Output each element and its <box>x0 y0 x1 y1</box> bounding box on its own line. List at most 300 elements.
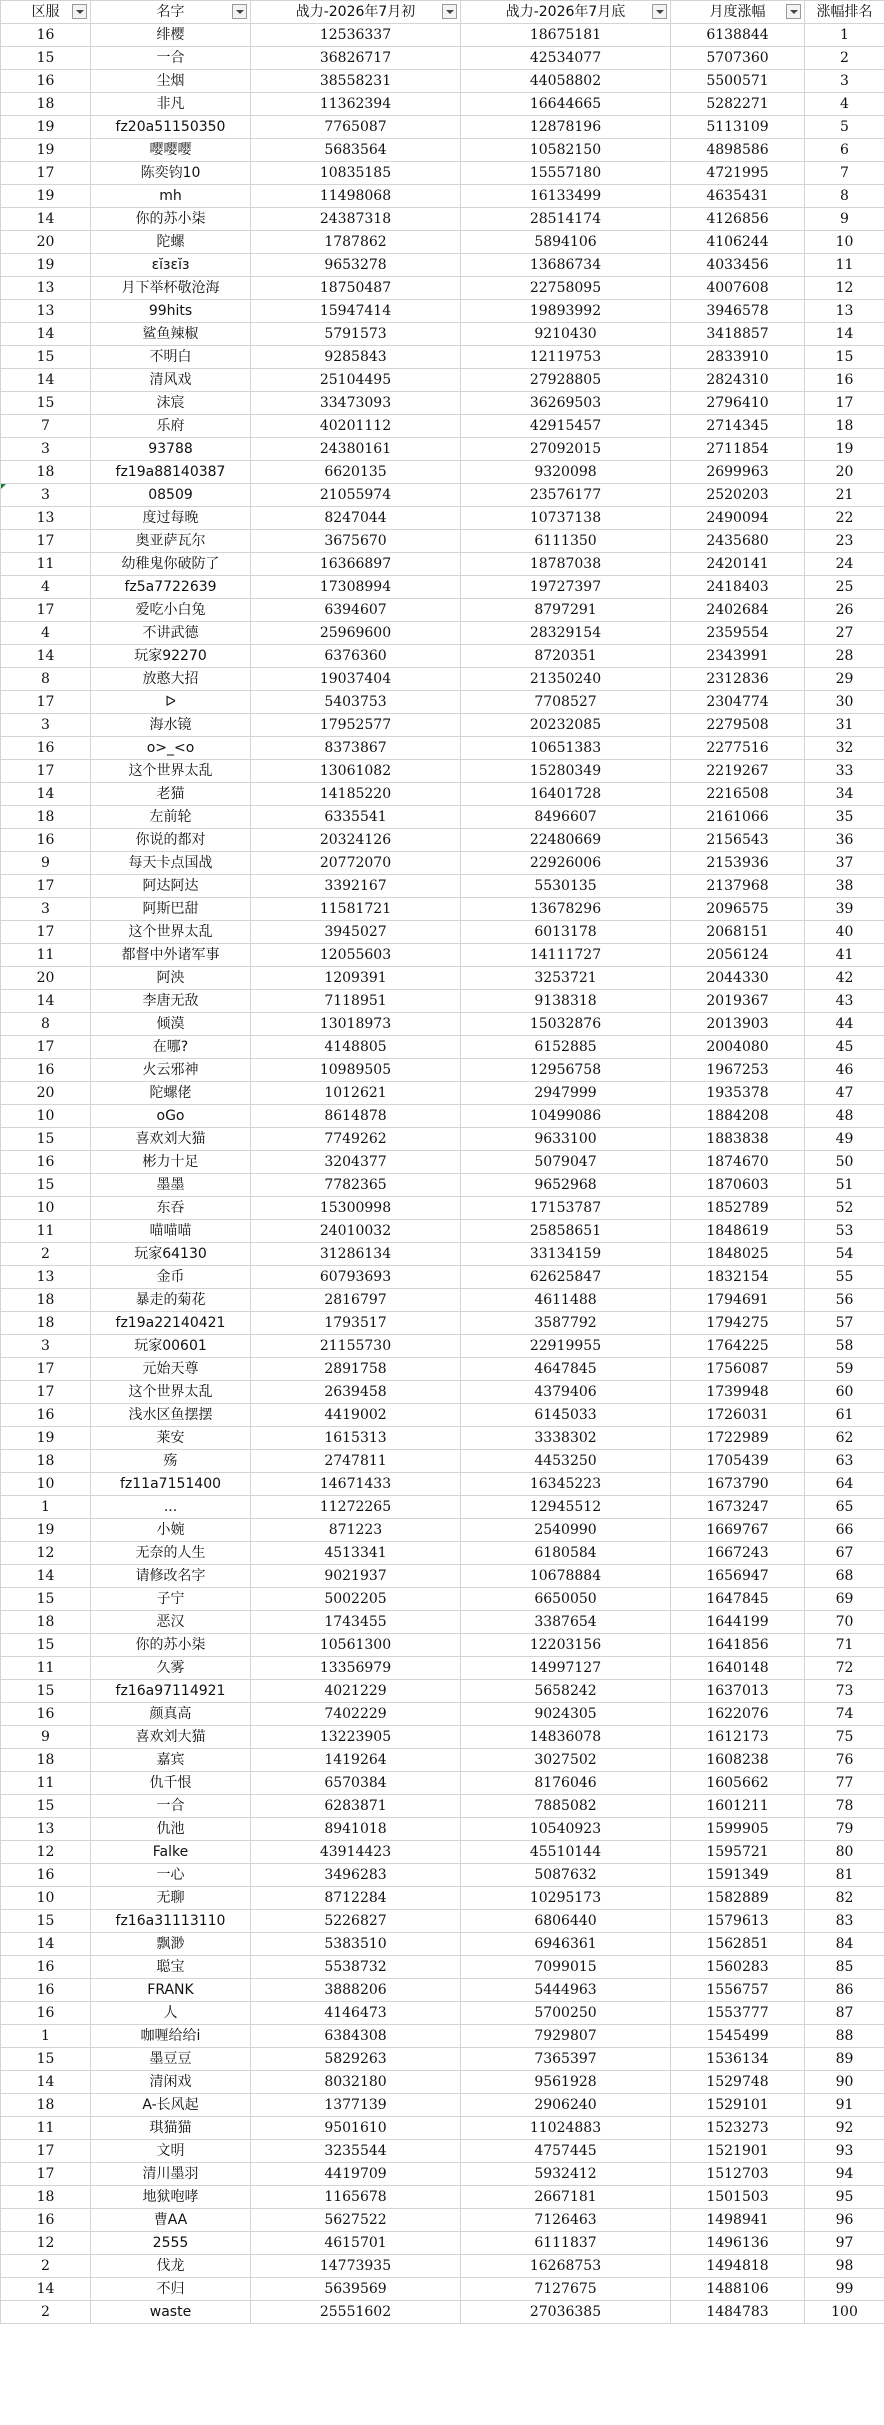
monthly-gain-cell[interactable]: 1484783 <box>671 2301 805 2324</box>
power-start-cell[interactable]: 10989505 <box>251 1059 461 1082</box>
name-cell[interactable]: 阿泱 <box>91 967 251 990</box>
power-end-cell[interactable]: 36269503 <box>461 392 671 415</box>
power-end-cell[interactable]: 19893992 <box>461 300 671 323</box>
power-start-cell[interactable]: 6620135 <box>251 461 461 484</box>
gain-rank-cell[interactable]: 13 <box>805 300 884 323</box>
gain-rank-cell[interactable]: 41 <box>805 944 884 967</box>
server-cell[interactable]: 14 <box>1 2071 91 2094</box>
name-cell[interactable]: 尘烟 <box>91 70 251 93</box>
monthly-gain-cell[interactable]: 2219267 <box>671 760 805 783</box>
monthly-gain-cell[interactable]: 2711854 <box>671 438 805 461</box>
name-cell[interactable]: ... <box>91 1496 251 1519</box>
server-cell[interactable]: 17 <box>1 2140 91 2163</box>
monthly-gain-cell[interactable]: 1870603 <box>671 1174 805 1197</box>
server-cell[interactable]: 14 <box>1 1565 91 1588</box>
gain-rank-cell[interactable]: 18 <box>805 415 884 438</box>
power-end-cell[interactable]: 11024883 <box>461 2117 671 2140</box>
power-end-cell[interactable]: 42915457 <box>461 415 671 438</box>
power-start-cell[interactable]: 2639458 <box>251 1381 461 1404</box>
monthly-gain-cell[interactable]: 1794691 <box>671 1289 805 1312</box>
name-cell[interactable]: 清风戏 <box>91 369 251 392</box>
name-cell[interactable]: 这个世界太乱 <box>91 1381 251 1404</box>
monthly-gain-cell[interactable]: 1579613 <box>671 1910 805 1933</box>
server-cell[interactable]: 17 <box>1 760 91 783</box>
server-cell[interactable]: 3 <box>1 898 91 921</box>
power-start-cell[interactable]: 13061082 <box>251 760 461 783</box>
gain-rank-cell[interactable]: 1 <box>805 24 884 47</box>
power-end-cell[interactable]: 2667181 <box>461 2186 671 2209</box>
server-cell[interactable]: 12 <box>1 1841 91 1864</box>
gain-rank-cell[interactable]: 51 <box>805 1174 884 1197</box>
name-cell[interactable]: 无奈的人生 <box>91 1542 251 1565</box>
monthly-gain-cell[interactable]: 1494818 <box>671 2255 805 2278</box>
power-start-cell[interactable]: 5627522 <box>251 2209 461 2232</box>
name-cell[interactable]: waste <box>91 2301 251 2324</box>
monthly-gain-cell[interactable]: 1512703 <box>671 2163 805 2186</box>
monthly-gain-cell[interactable]: 2277516 <box>671 737 805 760</box>
power-start-cell[interactable]: 24010032 <box>251 1220 461 1243</box>
power-start-cell[interactable]: 25551602 <box>251 2301 461 2324</box>
power-end-cell[interactable]: 7708527 <box>461 691 671 714</box>
gain-rank-cell[interactable]: 66 <box>805 1519 884 1542</box>
server-cell[interactable]: 11 <box>1 944 91 967</box>
gain-rank-cell[interactable]: 45 <box>805 1036 884 1059</box>
power-end-cell[interactable]: 27036385 <box>461 2301 671 2324</box>
name-cell[interactable]: 殇 <box>91 1450 251 1473</box>
gain-rank-cell[interactable]: 24 <box>805 553 884 576</box>
gain-rank-cell[interactable]: 19 <box>805 438 884 461</box>
name-cell[interactable]: 嘉宾 <box>91 1749 251 1772</box>
filter-dropdown-icon[interactable] <box>232 4 247 19</box>
name-cell[interactable]: 火云邪神 <box>91 1059 251 1082</box>
name-cell[interactable]: 恶汉 <box>91 1611 251 1634</box>
monthly-gain-cell[interactable]: 1739948 <box>671 1381 805 1404</box>
name-cell[interactable]: Falke <box>91 1841 251 1864</box>
gain-rank-cell[interactable]: 12 <box>805 277 884 300</box>
gain-rank-cell[interactable]: 65 <box>805 1496 884 1519</box>
gain-rank-cell[interactable]: 80 <box>805 1841 884 1864</box>
name-cell[interactable]: 玩家00601 <box>91 1335 251 1358</box>
name-cell[interactable]: 嘤嘤嘤 <box>91 139 251 162</box>
power-start-cell[interactable]: 5538732 <box>251 1956 461 1979</box>
server-cell[interactable]: 10 <box>1 1473 91 1496</box>
name-cell[interactable]: 仇池 <box>91 1818 251 1841</box>
gain-rank-cell[interactable]: 50 <box>805 1151 884 1174</box>
power-start-cell[interactable]: 1209391 <box>251 967 461 990</box>
power-end-cell[interactable]: 22926006 <box>461 852 671 875</box>
gain-rank-cell[interactable]: 31 <box>805 714 884 737</box>
monthly-gain-cell[interactable]: 1521901 <box>671 2140 805 2163</box>
power-start-cell[interactable]: 4513341 <box>251 1542 461 1565</box>
monthly-gain-cell[interactable]: 2304774 <box>671 691 805 714</box>
server-cell[interactable]: 17 <box>1 2163 91 2186</box>
monthly-gain-cell[interactable]: 1874670 <box>671 1151 805 1174</box>
gain-rank-cell[interactable]: 79 <box>805 1818 884 1841</box>
gain-rank-cell[interactable]: 2 <box>805 47 884 70</box>
server-cell[interactable]: 9 <box>1 1726 91 1749</box>
monthly-gain-cell[interactable]: 1595721 <box>671 1841 805 1864</box>
gain-rank-cell[interactable]: 72 <box>805 1657 884 1680</box>
gain-rank-cell[interactable]: 98 <box>805 2255 884 2278</box>
gain-rank-cell[interactable]: 75 <box>805 1726 884 1749</box>
gain-rank-cell[interactable]: 27 <box>805 622 884 645</box>
server-cell[interactable]: 13 <box>1 300 91 323</box>
gain-rank-cell[interactable]: 89 <box>805 2048 884 2071</box>
gain-rank-cell[interactable]: 23 <box>805 530 884 553</box>
power-end-cell[interactable]: 6180584 <box>461 1542 671 1565</box>
monthly-gain-cell[interactable]: 1764225 <box>671 1335 805 1358</box>
power-end-cell[interactable]: 33134159 <box>461 1243 671 1266</box>
gain-rank-cell[interactable]: 96 <box>805 2209 884 2232</box>
server-cell[interactable]: 18 <box>1 806 91 829</box>
server-cell[interactable]: 3 <box>1 1335 91 1358</box>
power-end-cell[interactable]: 4647845 <box>461 1358 671 1381</box>
name-cell[interactable]: fz19a88140387 <box>91 461 251 484</box>
monthly-gain-cell[interactable]: 1673247 <box>671 1496 805 1519</box>
power-end-cell[interactable]: 5079047 <box>461 1151 671 1174</box>
gain-rank-cell[interactable]: 90 <box>805 2071 884 2094</box>
name-cell[interactable]: 仇千恨 <box>91 1772 251 1795</box>
power-end-cell[interactable]: 12956758 <box>461 1059 671 1082</box>
power-end-cell[interactable]: 5894106 <box>461 231 671 254</box>
power-start-cell[interactable]: 12536337 <box>251 24 461 47</box>
power-start-cell[interactable]: 20324126 <box>251 829 461 852</box>
power-end-cell[interactable]: 6946361 <box>461 1933 671 1956</box>
name-cell[interactable]: 鲨鱼辣椒 <box>91 323 251 346</box>
monthly-gain-cell[interactable]: 6138844 <box>671 24 805 47</box>
name-cell[interactable]: 这个世界太乱 <box>91 760 251 783</box>
name-cell[interactable]: 放憨大招 <box>91 668 251 691</box>
gain-rank-cell[interactable]: 85 <box>805 1956 884 1979</box>
server-cell[interactable]: 2 <box>1 2301 91 2324</box>
name-cell[interactable]: 你的苏小柒 <box>91 208 251 231</box>
server-cell[interactable]: 16 <box>1 737 91 760</box>
gain-rank-cell[interactable]: 37 <box>805 852 884 875</box>
server-cell[interactable]: 10 <box>1 1197 91 1220</box>
power-end-cell[interactable]: 5530135 <box>461 875 671 898</box>
monthly-gain-cell[interactable]: 4635431 <box>671 185 805 208</box>
monthly-gain-cell[interactable]: 4126856 <box>671 208 805 231</box>
name-cell[interactable]: 飘渺 <box>91 1933 251 1956</box>
monthly-gain-cell[interactable]: 1553777 <box>671 2002 805 2025</box>
power-start-cell[interactable]: 18750487 <box>251 277 461 300</box>
power-start-cell[interactable]: 15947414 <box>251 300 461 323</box>
monthly-gain-cell[interactable]: 1529101 <box>671 2094 805 2117</box>
name-cell[interactable]: 喜欢刘大猫 <box>91 1128 251 1151</box>
gain-rank-cell[interactable]: 58 <box>805 1335 884 1358</box>
server-cell[interactable]: 1 <box>1 1496 91 1519</box>
power-end-cell[interactable]: 2540990 <box>461 1519 671 1542</box>
name-cell[interactable]: 你的苏小柒 <box>91 1634 251 1657</box>
power-start-cell[interactable]: 9501610 <box>251 2117 461 2140</box>
power-end-cell[interactable]: 17153787 <box>461 1197 671 1220</box>
name-cell[interactable]: 暴走的菊花 <box>91 1289 251 1312</box>
gain-rank-cell[interactable]: 91 <box>805 2094 884 2117</box>
power-start-cell[interactable]: 6394607 <box>251 599 461 622</box>
server-cell[interactable]: 11 <box>1 2117 91 2140</box>
name-cell[interactable]: 幼稚鬼你破防了 <box>91 553 251 576</box>
gain-rank-cell[interactable]: 25 <box>805 576 884 599</box>
gain-rank-cell[interactable]: 29 <box>805 668 884 691</box>
name-cell[interactable]: 喜欢刘大猫 <box>91 1726 251 1749</box>
server-cell[interactable]: 2 <box>1 2255 91 2278</box>
power-start-cell[interactable]: 13223905 <box>251 1726 461 1749</box>
gain-rank-cell[interactable]: 78 <box>805 1795 884 1818</box>
gain-rank-cell[interactable]: 46 <box>805 1059 884 1082</box>
power-start-cell[interactable]: 6570384 <box>251 1772 461 1795</box>
server-cell[interactable]: 3 <box>1 484 91 507</box>
monthly-gain-cell[interactable]: 1726031 <box>671 1404 805 1427</box>
gain-rank-cell[interactable]: 54 <box>805 1243 884 1266</box>
monthly-gain-cell[interactable]: 1498941 <box>671 2209 805 2232</box>
server-cell[interactable]: 17 <box>1 1036 91 1059</box>
gain-rank-cell[interactable]: 82 <box>805 1887 884 1910</box>
monthly-gain-cell[interactable]: 1722989 <box>671 1427 805 1450</box>
power-end-cell[interactable]: 5444963 <box>461 1979 671 2002</box>
filter-dropdown-icon[interactable] <box>72 4 87 19</box>
monthly-gain-cell[interactable]: 1488106 <box>671 2278 805 2301</box>
server-cell[interactable]: 15 <box>1 1795 91 1818</box>
gain-rank-cell[interactable]: 42 <box>805 967 884 990</box>
name-cell[interactable]: 阿斯巴甜 <box>91 898 251 921</box>
server-cell[interactable]: 12 <box>1 1542 91 1565</box>
gain-rank-cell[interactable]: 5 <box>805 116 884 139</box>
name-cell[interactable]: 莱安 <box>91 1427 251 1450</box>
monthly-gain-cell[interactable]: 2714345 <box>671 415 805 438</box>
server-cell[interactable]: 16 <box>1 1059 91 1082</box>
name-cell[interactable]: fz11a7151400 <box>91 1473 251 1496</box>
power-end-cell[interactable]: 22919955 <box>461 1335 671 1358</box>
name-cell[interactable]: 爱吃小白兔 <box>91 599 251 622</box>
server-cell[interactable]: 19 <box>1 1427 91 1450</box>
power-end-cell[interactable]: 8176046 <box>461 1772 671 1795</box>
name-cell[interactable]: 久雾 <box>91 1657 251 1680</box>
power-start-cell[interactable]: 21155730 <box>251 1335 461 1358</box>
server-cell[interactable]: 14 <box>1 2278 91 2301</box>
power-end-cell[interactable]: 12878196 <box>461 116 671 139</box>
name-cell[interactable]: 每天卡点国战 <box>91 852 251 875</box>
name-cell[interactable]: 2555 <box>91 2232 251 2255</box>
monthly-gain-cell[interactable]: 1622076 <box>671 1703 805 1726</box>
power-start-cell[interactable]: 1793517 <box>251 1312 461 1335</box>
server-cell[interactable]: 14 <box>1 208 91 231</box>
power-start-cell[interactable]: 5002205 <box>251 1588 461 1611</box>
name-cell[interactable]: 伐龙 <box>91 2255 251 2278</box>
power-end-cell[interactable]: 13686734 <box>461 254 671 277</box>
power-start-cell[interactable]: 11362394 <box>251 93 461 116</box>
name-cell[interactable]: 玩家92270 <box>91 645 251 668</box>
server-cell[interactable]: 18 <box>1 93 91 116</box>
power-end-cell[interactable]: 12119753 <box>461 346 671 369</box>
power-end-cell[interactable]: 6013178 <box>461 921 671 944</box>
monthly-gain-cell[interactable]: 1644199 <box>671 1611 805 1634</box>
name-cell[interactable]: 乐府 <box>91 415 251 438</box>
server-cell[interactable]: 7 <box>1 415 91 438</box>
name-cell[interactable]: 绯樱 <box>91 24 251 47</box>
power-start-cell[interactable]: 43914423 <box>251 1841 461 1864</box>
name-cell[interactable]: 玩家64130 <box>91 1243 251 1266</box>
power-end-cell[interactable]: 10499086 <box>461 1105 671 1128</box>
server-cell[interactable]: 14 <box>1 645 91 668</box>
name-cell[interactable]: fz5a7722639 <box>91 576 251 599</box>
gain-rank-cell[interactable]: 6 <box>805 139 884 162</box>
server-cell[interactable]: 15 <box>1 1128 91 1151</box>
power-start-cell[interactable]: 1165678 <box>251 2186 461 2209</box>
power-start-cell[interactable]: 11272265 <box>251 1496 461 1519</box>
server-cell[interactable]: 10 <box>1 1105 91 1128</box>
name-cell[interactable]: 请修改名字 <box>91 1565 251 1588</box>
gain-rank-cell[interactable]: 22 <box>805 507 884 530</box>
monthly-gain-cell[interactable]: 1545499 <box>671 2025 805 2048</box>
filter-dropdown-icon[interactable] <box>652 4 667 19</box>
power-start-cell[interactable]: 20772070 <box>251 852 461 875</box>
name-cell[interactable]: 彬力十足 <box>91 1151 251 1174</box>
power-end-cell[interactable]: 3253721 <box>461 967 671 990</box>
gain-rank-cell[interactable]: 26 <box>805 599 884 622</box>
name-cell[interactable]: 你说的都对 <box>91 829 251 852</box>
power-end-cell[interactable]: 14836078 <box>461 1726 671 1749</box>
monthly-gain-cell[interactable]: 1582889 <box>671 1887 805 1910</box>
power-start-cell[interactable]: 7765087 <box>251 116 461 139</box>
power-end-cell[interactable]: 16133499 <box>461 185 671 208</box>
power-start-cell[interactable]: 4419002 <box>251 1404 461 1427</box>
power-end-cell[interactable]: 10540923 <box>461 1818 671 1841</box>
name-cell[interactable]: 海水镜 <box>91 714 251 737</box>
power-start-cell[interactable]: 5683564 <box>251 139 461 162</box>
server-cell[interactable]: 12 <box>1 2232 91 2255</box>
power-start-cell[interactable]: 6376360 <box>251 645 461 668</box>
power-end-cell[interactable]: 9561928 <box>461 2071 671 2094</box>
server-cell[interactable]: 13 <box>1 277 91 300</box>
monthly-gain-cell[interactable]: 1523273 <box>671 2117 805 2140</box>
name-cell[interactable]: 奥亚萨瓦尔 <box>91 530 251 553</box>
name-cell[interactable]: 咖喱给给i <box>91 2025 251 2048</box>
power-start-cell[interactable]: 10835185 <box>251 162 461 185</box>
monthly-gain-cell[interactable]: 2796410 <box>671 392 805 415</box>
monthly-gain-cell[interactable]: 2068151 <box>671 921 805 944</box>
monthly-gain-cell[interactable]: 1884208 <box>671 1105 805 1128</box>
power-start-cell[interactable]: 11581721 <box>251 898 461 921</box>
monthly-gain-cell[interactable]: 3946578 <box>671 300 805 323</box>
name-cell[interactable]: 无聊 <box>91 1887 251 1910</box>
gain-rank-cell[interactable]: 40 <box>805 921 884 944</box>
name-cell[interactable]: 阿达阿达 <box>91 875 251 898</box>
power-start-cell[interactable]: 2891758 <box>251 1358 461 1381</box>
power-end-cell[interactable]: 27092015 <box>461 438 671 461</box>
server-cell[interactable]: 11 <box>1 1657 91 1680</box>
server-cell[interactable]: 1 <box>1 2025 91 2048</box>
power-start-cell[interactable]: 19037404 <box>251 668 461 691</box>
server-cell[interactable]: 15 <box>1 47 91 70</box>
name-cell[interactable]: fz16a97114921 <box>91 1680 251 1703</box>
server-cell[interactable]: 16 <box>1 2209 91 2232</box>
power-end-cell[interactable]: 16644665 <box>461 93 671 116</box>
name-cell[interactable]: 颜真高 <box>91 1703 251 1726</box>
gain-rank-cell[interactable]: 59 <box>805 1358 884 1381</box>
monthly-gain-cell[interactable]: 1848619 <box>671 1220 805 1243</box>
power-end-cell[interactable]: 28514174 <box>461 208 671 231</box>
server-cell[interactable]: 14 <box>1 323 91 346</box>
server-cell[interactable]: 15 <box>1 346 91 369</box>
monthly-gain-cell[interactable]: 5113109 <box>671 116 805 139</box>
gain-rank-cell[interactable]: 43 <box>805 990 884 1013</box>
gain-rank-cell[interactable]: 20 <box>805 461 884 484</box>
gain-rank-cell[interactable]: 28 <box>805 645 884 668</box>
name-cell[interactable]: 清闲戏 <box>91 2071 251 2094</box>
monthly-gain-cell[interactable]: 2833910 <box>671 346 805 369</box>
gain-rank-cell[interactable]: 64 <box>805 1473 884 1496</box>
server-cell[interactable]: 8 <box>1 668 91 691</box>
gain-rank-cell[interactable]: 74 <box>805 1703 884 1726</box>
monthly-gain-cell[interactable]: 1637013 <box>671 1680 805 1703</box>
power-end-cell[interactable]: 4379406 <box>461 1381 671 1404</box>
gain-rank-cell[interactable]: 10 <box>805 231 884 254</box>
monthly-gain-cell[interactable]: 2216508 <box>671 783 805 806</box>
monthly-gain-cell[interactable]: 2137968 <box>671 875 805 898</box>
power-end-cell[interactable]: 44058802 <box>461 70 671 93</box>
name-cell[interactable]: 这个世界太乱 <box>91 921 251 944</box>
name-cell[interactable]: fz20a51150350 <box>91 116 251 139</box>
name-cell[interactable]: 墨墨 <box>91 1174 251 1197</box>
server-cell[interactable]: 20 <box>1 967 91 990</box>
monthly-gain-cell[interactable]: 4898586 <box>671 139 805 162</box>
name-cell[interactable]: oGo <box>91 1105 251 1128</box>
power-start-cell[interactable]: 5403753 <box>251 691 461 714</box>
power-start-cell[interactable]: 8032180 <box>251 2071 461 2094</box>
gain-rank-cell[interactable]: 53 <box>805 1220 884 1243</box>
gain-rank-cell[interactable]: 16 <box>805 369 884 392</box>
monthly-gain-cell[interactable]: 1832154 <box>671 1266 805 1289</box>
power-start-cell[interactable]: 7402229 <box>251 1703 461 1726</box>
power-start-cell[interactable]: 7749262 <box>251 1128 461 1151</box>
gain-rank-cell[interactable]: 38 <box>805 875 884 898</box>
monthly-gain-cell[interactable]: 2420141 <box>671 553 805 576</box>
power-start-cell[interactable]: 10561300 <box>251 1634 461 1657</box>
power-end-cell[interactable]: 3587792 <box>461 1312 671 1335</box>
gain-rank-cell[interactable]: 73 <box>805 1680 884 1703</box>
gain-rank-cell[interactable]: 84 <box>805 1933 884 1956</box>
power-start-cell[interactable]: 2816797 <box>251 1289 461 1312</box>
monthly-gain-cell[interactable]: 2156543 <box>671 829 805 852</box>
power-end-cell[interactable]: 15557180 <box>461 162 671 185</box>
name-cell[interactable]: 老猫 <box>91 783 251 806</box>
power-start-cell[interactable]: 8373867 <box>251 737 461 760</box>
monthly-gain-cell[interactable]: 1641856 <box>671 1634 805 1657</box>
power-end-cell[interactable]: 8797291 <box>461 599 671 622</box>
power-end-cell[interactable]: 7099015 <box>461 1956 671 1979</box>
gain-rank-cell[interactable]: 9 <box>805 208 884 231</box>
power-end-cell[interactable]: 15280349 <box>461 760 671 783</box>
monthly-gain-cell[interactable]: 1967253 <box>671 1059 805 1082</box>
gain-rank-cell[interactable]: 57 <box>805 1312 884 1335</box>
server-cell[interactable]: 20 <box>1 231 91 254</box>
power-end-cell[interactable]: 12203156 <box>461 1634 671 1657</box>
server-cell[interactable]: 4 <box>1 622 91 645</box>
monthly-gain-cell[interactable]: 2359554 <box>671 622 805 645</box>
name-cell[interactable]: 左前轮 <box>91 806 251 829</box>
power-end-cell[interactable]: 10582150 <box>461 139 671 162</box>
name-cell[interactable]: fz16a31113110 <box>91 1910 251 1933</box>
power-start-cell[interactable]: 4146473 <box>251 2002 461 2025</box>
power-end-cell[interactable]: 5087632 <box>461 1864 671 1887</box>
server-cell[interactable]: 4 <box>1 576 91 599</box>
gain-rank-cell[interactable]: 56 <box>805 1289 884 1312</box>
power-end-cell[interactable]: 16345223 <box>461 1473 671 1496</box>
name-cell[interactable]: 东吞 <box>91 1197 251 1220</box>
power-start-cell[interactable]: 38558231 <box>251 70 461 93</box>
power-start-cell[interactable]: 1787862 <box>251 231 461 254</box>
power-start-cell[interactable]: 9285843 <box>251 346 461 369</box>
